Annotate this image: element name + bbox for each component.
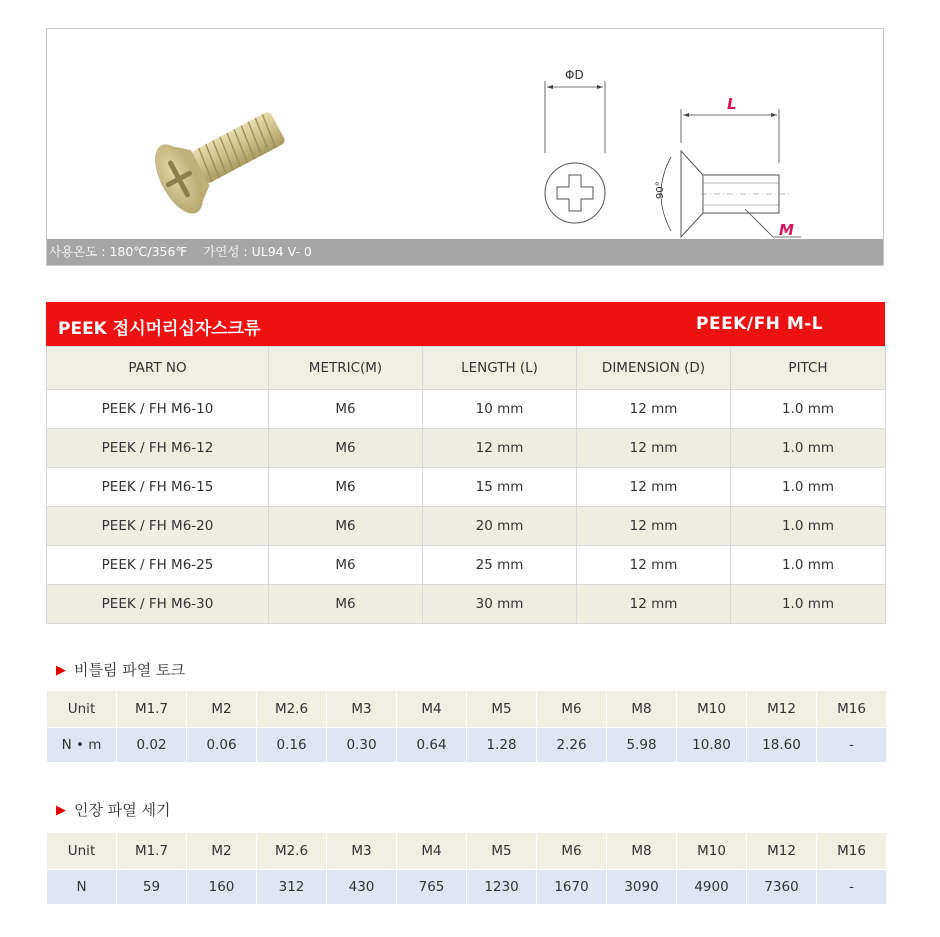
size-header: M8	[607, 833, 677, 870]
pitch-cell: 1.0 mm	[731, 546, 886, 585]
size-header: M8	[607, 691, 677, 728]
torque-value-row	[47, 728, 887, 763]
length-cell: 12 mm	[423, 429, 577, 468]
torque-heading	[56, 659, 185, 680]
size-header: M6	[537, 691, 607, 728]
value-cell: -	[817, 728, 887, 763]
part-no-cell: PEEK / FH M6-15	[47, 468, 269, 507]
size-header: M10	[677, 691, 747, 728]
size-header: M1.7	[117, 691, 187, 728]
value-cell: 1670	[537, 870, 607, 905]
metric-cell: M6	[269, 507, 423, 546]
size-header: M2	[187, 833, 257, 870]
metric-cell: M6	[269, 546, 423, 585]
part-no-cell: PEEK / FH M6-12	[47, 429, 269, 468]
torque-heading-text: 비틀림 파열 토크	[74, 661, 185, 679]
value-cell: 10.80	[677, 728, 747, 763]
part-no-cell: PEEK / FH M6-10	[47, 390, 269, 429]
screw-photo	[135, 81, 305, 231]
header-metric: METRIC(M)	[269, 347, 423, 390]
pitch-cell: 1.0 mm	[731, 585, 886, 624]
size-header: M5	[467, 833, 537, 870]
value-cell: 59	[117, 870, 187, 905]
value-cell: 0.06	[187, 728, 257, 763]
spec-title-bar	[46, 302, 885, 346]
size-header: M3	[327, 833, 397, 870]
header-pitch: PITCH	[731, 347, 886, 390]
diameter-label: ΦD	[565, 68, 584, 82]
part-no-cell: PEEK / FH M6-25	[47, 546, 269, 585]
table-row	[47, 390, 886, 429]
dimension-cell: 12 mm	[577, 429, 731, 468]
tensile-header-row	[47, 833, 887, 870]
size-header: M16	[817, 691, 887, 728]
value-cell: 0.02	[117, 728, 187, 763]
value-cell: 0.64	[397, 728, 467, 763]
part-no-cell: PEEK / FH M6-30	[47, 585, 269, 624]
size-header: M5	[467, 691, 537, 728]
value-cell: 3090	[607, 870, 677, 905]
length-label: L	[727, 95, 737, 113]
value-cell: 430	[327, 870, 397, 905]
product-name: PEEK 접시머리십자스크류	[58, 319, 261, 339]
value-cell: -	[817, 870, 887, 905]
header-length: LENGTH (L)	[423, 347, 577, 390]
metric-cell: M6	[269, 585, 423, 624]
table-row	[47, 429, 886, 468]
metric-cell: M6	[269, 429, 423, 468]
value-cell: 1.28	[467, 728, 537, 763]
size-header: M4	[397, 833, 467, 870]
dimension-cell: 12 mm	[577, 546, 731, 585]
product-image-panel	[46, 28, 884, 266]
size-header: M2	[187, 691, 257, 728]
size-header: M12	[747, 691, 817, 728]
triangle-right-icon: ▶	[56, 663, 66, 678]
pitch-cell: 1.0 mm	[731, 507, 886, 546]
temperature-flammability-caption: 사용온도 : 180℃/356℉ 가연성 : UL94 V- 0	[47, 239, 883, 265]
value-cell: 160	[187, 870, 257, 905]
triangle-right-icon: ▶	[56, 803, 66, 818]
angle-label: 90°	[655, 181, 666, 199]
pitch-cell: 1.0 mm	[731, 468, 886, 507]
part-no-cell: PEEK / FH M6-20	[47, 507, 269, 546]
table-row	[47, 585, 886, 624]
size-header: M10	[677, 833, 747, 870]
size-header: M6	[537, 833, 607, 870]
size-header: M2.6	[257, 691, 327, 728]
spec-table	[46, 346, 886, 624]
dimension-cell: 12 mm	[577, 390, 731, 429]
tensile-table	[46, 832, 887, 905]
value-cell: 2.26	[537, 728, 607, 763]
tensile-heading	[56, 799, 170, 820]
length-cell: 10 mm	[423, 390, 577, 429]
value-cell: 18.60	[747, 728, 817, 763]
metric-label: M	[779, 221, 794, 239]
unit-cell: N • m	[47, 728, 117, 763]
value-cell: 0.30	[327, 728, 397, 763]
value-cell: 7360	[747, 870, 817, 905]
length-cell: 30 mm	[423, 585, 577, 624]
table-row	[47, 468, 886, 507]
header-dimension: DIMENSION (D)	[577, 347, 731, 390]
value-cell: 312	[257, 870, 327, 905]
length-cell: 15 mm	[423, 468, 577, 507]
value-cell: 1230	[467, 870, 537, 905]
dimension-cell: 12 mm	[577, 585, 731, 624]
side-view-drawing	[641, 63, 841, 253]
product-code: PEEK/FH M-L	[696, 314, 824, 334]
unit-cell: N	[47, 870, 117, 905]
table-row	[47, 546, 886, 585]
torque-header-row	[47, 691, 887, 728]
table-row	[47, 507, 886, 546]
front-view-drawing	[535, 63, 625, 233]
header-part-no: PART NO	[47, 347, 269, 390]
length-cell: 20 mm	[423, 507, 577, 546]
value-cell: 5.98	[607, 728, 677, 763]
dimension-cell: 12 mm	[577, 507, 731, 546]
dimension-cell: 12 mm	[577, 468, 731, 507]
size-header: M2.6	[257, 833, 327, 870]
tensile-heading-text: 인장 파열 세기	[74, 801, 171, 819]
metric-cell: M6	[269, 468, 423, 507]
value-cell: 765	[397, 870, 467, 905]
size-header: M4	[397, 691, 467, 728]
size-header: M1.7	[117, 833, 187, 870]
unit-header: Unit	[47, 833, 117, 870]
value-cell: 0.16	[257, 728, 327, 763]
metric-cell: M6	[269, 390, 423, 429]
size-header: M16	[817, 833, 887, 870]
pitch-cell: 1.0 mm	[731, 390, 886, 429]
unit-header: Unit	[47, 691, 117, 728]
pitch-cell: 1.0 mm	[731, 429, 886, 468]
length-cell: 25 mm	[423, 546, 577, 585]
spec-header-row	[47, 347, 886, 390]
size-header: M3	[327, 691, 397, 728]
torque-table	[46, 690, 887, 763]
tensile-value-row	[47, 870, 887, 905]
size-header: M12	[747, 833, 817, 870]
value-cell: 4900	[677, 870, 747, 905]
